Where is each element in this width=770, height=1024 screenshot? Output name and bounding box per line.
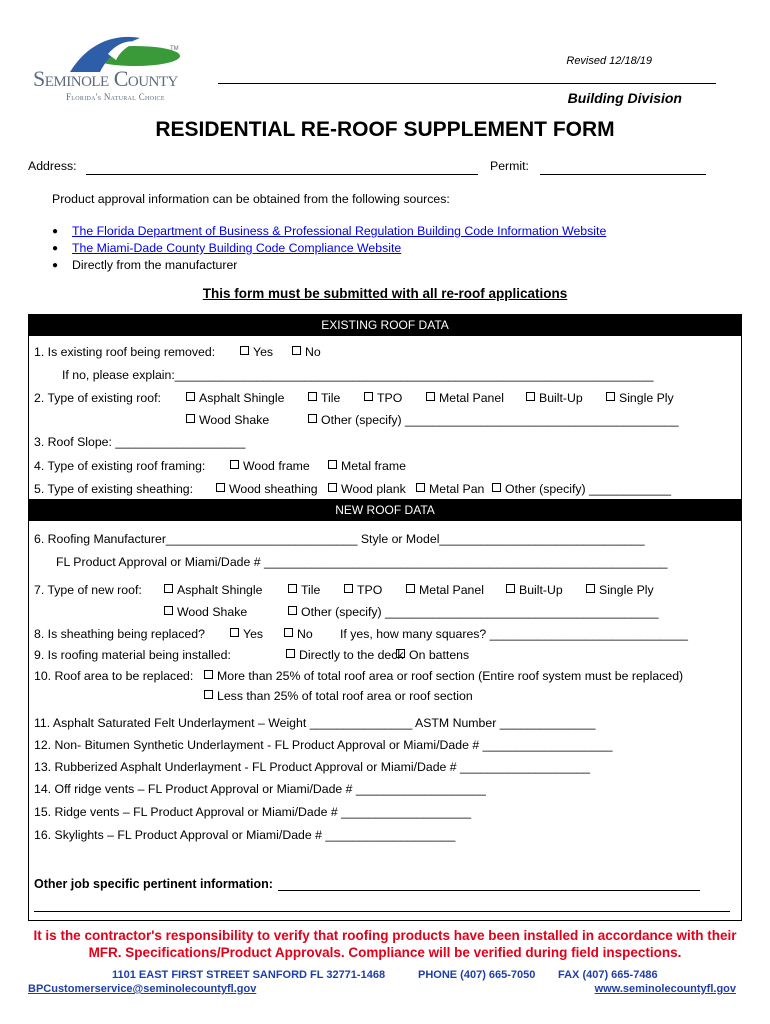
manufacturer-source: Directly from the manufacturer <box>72 258 238 272</box>
q2-other[interactable]: Other (specify) ________________________________________ <box>308 413 679 427</box>
q7-tpo[interactable]: TPO <box>344 583 382 597</box>
checkbox-icon <box>308 392 317 401</box>
q6-fl-approval[interactable]: FL Product Approval or Miami/Dade # ___________________________________________________________ <box>56 555 668 569</box>
q6-manufacturer[interactable]: 6. Roofing Manufacturer____________________________ Style or Model______________________________ <box>34 532 645 546</box>
q5-label: 5. Type of existing sheathing: <box>34 482 194 496</box>
q1-label: 1. Is existing roof being removed: <box>34 345 216 359</box>
checkbox-icon <box>586 584 595 593</box>
q4-wood-frame[interactable]: Wood frame <box>230 459 310 473</box>
checkbox-icon <box>492 483 501 492</box>
q9-label: 9. Is roofing material being installed: <box>34 648 231 662</box>
other-info-field[interactable] <box>278 877 700 891</box>
logo-tm: TM <box>170 46 179 52</box>
q9-direct[interactable]: Directly to the deck <box>286 648 404 662</box>
checkbox-icon <box>216 483 225 492</box>
footer-address: 1101 EAST FIRST STREET SANFORD FL 32771-1468 <box>112 969 386 981</box>
intro-text: Product approval information can be obtained from the following sources: <box>52 192 450 206</box>
q5-metal-pan[interactable]: Metal Pan <box>416 482 484 496</box>
q1-explain[interactable]: If no, please explain:______________________________________________________________________ <box>62 368 654 382</box>
q9-battens[interactable]: On battens <box>396 648 469 662</box>
q10-label: 10. Roof area to be replaced: <box>34 669 194 683</box>
q7-asphalt[interactable]: Asphalt Shingle <box>164 583 262 597</box>
q7-label: 7. Type of new roof: <box>34 583 142 597</box>
q1-yes[interactable]: Yes <box>240 345 273 359</box>
q12-synthetic[interactable]: 12. Non- Bitumen Synthetic Underlayment - FL Product Approval or Miami/Dade # ___________________ <box>34 738 613 752</box>
q15-ridge-vents[interactable]: 15. Ridge vents – FL Product Approval or Miami/Dade # ___________________ <box>34 805 472 819</box>
address-label: Address: <box>28 159 77 173</box>
checkbox-icon <box>396 649 405 658</box>
contractor-warning-line-1: It is the contractor's responsibility to verify that roofing products have been installed in accordance with their <box>33 928 737 943</box>
checkbox-icon <box>364 392 373 401</box>
existing-roof-heading: EXISTING ROOF DATA <box>28 314 742 336</box>
q2-metal-panel[interactable]: Metal Panel <box>426 391 504 405</box>
logo-tagline: Florida's Natural Choice <box>66 92 165 102</box>
checkbox-icon <box>186 414 195 423</box>
q4-metal-frame[interactable]: Metal frame <box>328 459 406 473</box>
new-roof-heading: NEW ROOF DATA <box>28 499 742 521</box>
q2-tile[interactable]: Tile <box>308 391 340 405</box>
q8-squares[interactable]: If yes, how many squares? _____________________________ <box>340 627 689 641</box>
q11-felt[interactable]: 11. Asphalt Saturated Felt Underlayment – Weight _______________ ASTM Number ______________ <box>34 716 596 730</box>
checkbox-icon <box>606 392 615 401</box>
checkbox-icon <box>344 584 353 593</box>
q2-single-ply[interactable]: Single Ply <box>606 391 674 405</box>
q1-no[interactable]: No <box>292 345 321 359</box>
seminole-county-logo <box>30 34 230 108</box>
revised-date: Revised 12/18/19 <box>566 55 652 67</box>
checkbox-icon <box>328 460 337 469</box>
checkbox-icon <box>308 414 317 423</box>
footer-phone: PHONE (407) 665-7050 <box>418 969 536 981</box>
checkbox-icon <box>186 392 195 401</box>
q7-metal-panel[interactable]: Metal Panel <box>406 583 484 597</box>
permit-label: Permit: <box>490 159 529 173</box>
submit-notice: This form must be submitted with all re-roof applications <box>202 286 568 301</box>
q3-roof-slope[interactable]: 3. Roof Slope: ___________________ <box>34 435 246 449</box>
checkbox-icon <box>292 346 301 355</box>
header-rule <box>218 83 716 84</box>
checkbox-icon <box>230 628 239 637</box>
checkbox-icon <box>328 483 337 492</box>
logo-name: Seminole County <box>33 66 178 91</box>
q10-less-than-25[interactable]: Less than 25% of total roof area or roof section <box>204 689 473 703</box>
q5-other[interactable]: Other (specify) ____________ <box>492 482 671 496</box>
footer-email-link[interactable]: BPCustomerservice@seminolecountyfl.gov <box>28 983 257 995</box>
checkbox-icon <box>284 628 293 637</box>
checkbox-icon <box>204 690 213 699</box>
q7-tile[interactable]: Tile <box>288 583 320 597</box>
q8-yes[interactable]: Yes <box>230 627 263 641</box>
q2-wood-shake[interactable]: Wood Shake <box>186 413 269 427</box>
form-title: RESIDENTIAL RE-ROOF SUPPLEMENT FORM <box>155 118 615 141</box>
q13-rubberized[interactable]: 13. Rubberized Asphalt Underlayment - FL Product Approval or Miami/Dade # ___________________ <box>34 760 590 774</box>
checkbox-icon <box>286 649 295 658</box>
q8-label: 8. Is sheathing being replaced? <box>34 627 205 641</box>
q7-other[interactable]: Other (specify) ________________________________________ <box>288 605 659 619</box>
checkbox-icon <box>426 392 435 401</box>
q2-tpo[interactable]: TPO <box>364 391 402 405</box>
q14-off-ridge-vents[interactable]: 14. Off ridge vents – FL Product Approval or Miami/Dade # ___________________ <box>34 782 486 796</box>
bullet-3: ● <box>52 260 59 271</box>
q2-label: 2. Type of existing roof: <box>34 391 161 405</box>
checkbox-icon <box>526 392 535 401</box>
footer-fax: FAX (407) 665-7486 <box>558 969 658 981</box>
address-field[interactable] <box>86 160 478 175</box>
q4-label: 4. Type of existing roof framing: <box>34 459 206 473</box>
checkbox-icon <box>164 606 173 615</box>
permit-field[interactable] <box>540 160 706 175</box>
q7-built-up[interactable]: Built-Up <box>506 583 563 597</box>
checkbox-icon <box>204 670 213 679</box>
q7-single-ply[interactable]: Single Ply <box>586 583 654 597</box>
q5-wood-sheathing[interactable]: Wood sheathing <box>216 482 318 496</box>
checkbox-icon <box>506 584 515 593</box>
bullet-2: ● <box>52 243 59 254</box>
bullet-1: ● <box>52 226 59 237</box>
checkbox-icon <box>406 584 415 593</box>
footer-website-link[interactable]: www.seminolecountyfl.gov <box>594 983 736 995</box>
q8-no[interactable]: No <box>284 627 313 641</box>
q2-asphalt[interactable]: Asphalt Shingle <box>186 391 284 405</box>
contractor-warning-line-2: MFR. Specifications/Product Approvals. Compliance will be verified during field inspections. <box>88 945 682 960</box>
checkbox-icon <box>288 606 297 615</box>
q16-skylights[interactable]: 16. Skylights – FL Product Approval or Miami/Dade # ___________________ <box>34 828 456 842</box>
checkbox-icon <box>240 346 249 355</box>
other-info-line[interactable] <box>34 898 730 912</box>
checkbox-icon <box>416 483 425 492</box>
building-division: Building Division <box>567 90 682 106</box>
checkbox-icon <box>288 584 297 593</box>
q7-wood-shake[interactable]: Wood Shake <box>164 605 247 619</box>
checkbox-icon <box>164 584 173 593</box>
q5-wood-plank[interactable]: Wood plank <box>328 482 406 496</box>
fl-dbpr-link[interactable]: The Florida Department of Business & Professional Regulation Building Code Information Website <box>72 224 607 238</box>
checkbox-icon <box>230 460 239 469</box>
q2-built-up[interactable]: Built-Up <box>526 391 583 405</box>
other-info-label: Other job specific pertinent information: <box>34 877 273 891</box>
miami-dade-link[interactable]: The Miami-Dade County Building Code Compliance Website <box>72 241 402 255</box>
q10-more-than-25[interactable]: More than 25% of total roof area or roof section (Entire roof system must be replaced) <box>204 669 683 683</box>
